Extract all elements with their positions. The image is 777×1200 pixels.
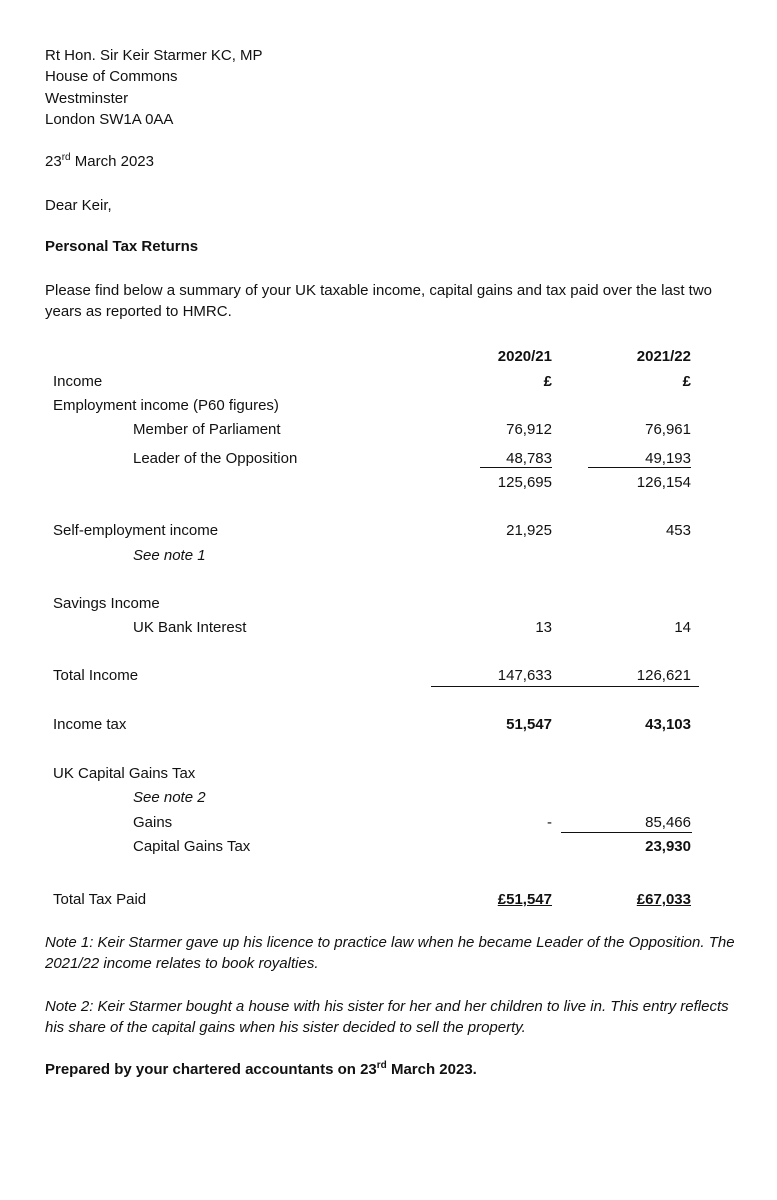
address-line-2: Westminster bbox=[45, 90, 129, 107]
income-heading: Income bbox=[53, 373, 103, 390]
mp-label: Member of Parliament bbox=[133, 421, 281, 438]
salutation: Dear Keir, bbox=[45, 197, 112, 214]
leader-value-y1: 48,783 bbox=[506, 450, 552, 467]
total-tax-label: Total Tax Paid bbox=[53, 891, 147, 908]
intro-paragraph: Please find below a summary of your UK taxable income, capital gains and tax paid over the last two years as reported to HMRC. bbox=[45, 282, 713, 320]
subtotal-rule-y1 bbox=[480, 467, 552, 468]
total-tax-y2: £67,033 bbox=[636, 891, 691, 908]
bank-interest-y2: 14 bbox=[674, 619, 691, 636]
gains-label: Gains bbox=[133, 814, 173, 831]
cgt-note-ref: See note 2 bbox=[133, 789, 206, 806]
self-employment-y1: 21,925 bbox=[506, 522, 552, 539]
cgt-label: Capital Gains Tax bbox=[133, 838, 251, 855]
employment-total-y1: 125,695 bbox=[497, 474, 552, 491]
prepared-by-footer: Prepared by your chartered accountants on 23rd March 2023. bbox=[45, 1060, 477, 1078]
self-employment-y2: 453 bbox=[665, 522, 691, 539]
recipient-name: Rt Hon. Sir Keir Starmer KC, MP bbox=[45, 47, 263, 64]
note-2: Note 2: Keir Starmer bought a house with his sister for her and her children to live in. This entry reflects his share of the capital gains when his sister decided to sell the property. bbox=[45, 998, 729, 1036]
year-2-currency: £ bbox=[682, 373, 691, 390]
year-1-header: 2020/21 bbox=[497, 348, 552, 365]
income-tax-label: Income tax bbox=[53, 716, 127, 733]
self-employment-label: Self-employment income bbox=[53, 522, 219, 539]
savings-heading: Savings Income bbox=[53, 595, 160, 612]
income-tax-y1: 51,547 bbox=[506, 716, 552, 733]
mp-value-y1: 76,912 bbox=[506, 421, 552, 438]
self-employment-note-ref: See note 1 bbox=[133, 547, 206, 564]
total-tax-y2-cell bbox=[571, 890, 691, 910]
total-tax-y1: £51,547 bbox=[497, 891, 552, 908]
leader-value-y2: 49,193 bbox=[645, 450, 691, 467]
total-income-label: Total Income bbox=[53, 667, 139, 684]
cgt-heading: UK Capital Gains Tax bbox=[53, 765, 196, 782]
year-2-header: 2021/22 bbox=[636, 348, 691, 365]
gains-y2: 85,466 bbox=[645, 814, 691, 831]
employment-heading: Employment income (P60 figures) bbox=[53, 397, 279, 414]
gains-rule bbox=[561, 832, 692, 833]
leader-label: Leader of the Opposition bbox=[133, 450, 298, 467]
total-income-rule bbox=[431, 686, 699, 687]
subtotal-rule-y2 bbox=[588, 467, 691, 468]
year-1-currency: £ bbox=[543, 373, 552, 390]
total-tax-y1-cell bbox=[432, 890, 552, 910]
bank-interest-y1: 13 bbox=[535, 619, 552, 636]
note-1: Note 1: Keir Starmer gave up his licence to practice law when he became Leader of the Opposition. The 2021/22 income relates to book royalties. bbox=[45, 934, 735, 972]
income-tax-y2: 43,103 bbox=[645, 716, 691, 733]
gains-y1: - bbox=[547, 814, 552, 831]
mp-value-y2: 76,961 bbox=[645, 421, 691, 438]
bank-interest-label: UK Bank Interest bbox=[133, 619, 247, 636]
total-income-y1: 147,633 bbox=[497, 667, 552, 684]
total-income-y2: 126,621 bbox=[636, 667, 691, 684]
subject-heading: Personal Tax Returns bbox=[45, 238, 199, 255]
address-line-3: London SW1A 0AA bbox=[45, 111, 174, 128]
cgt-y2: 23,930 bbox=[645, 838, 691, 855]
letter-date: 23rd March 2023 bbox=[45, 152, 154, 170]
address-line-1: House of Commons bbox=[45, 68, 178, 85]
employment-total-y2: 126,154 bbox=[636, 474, 691, 491]
